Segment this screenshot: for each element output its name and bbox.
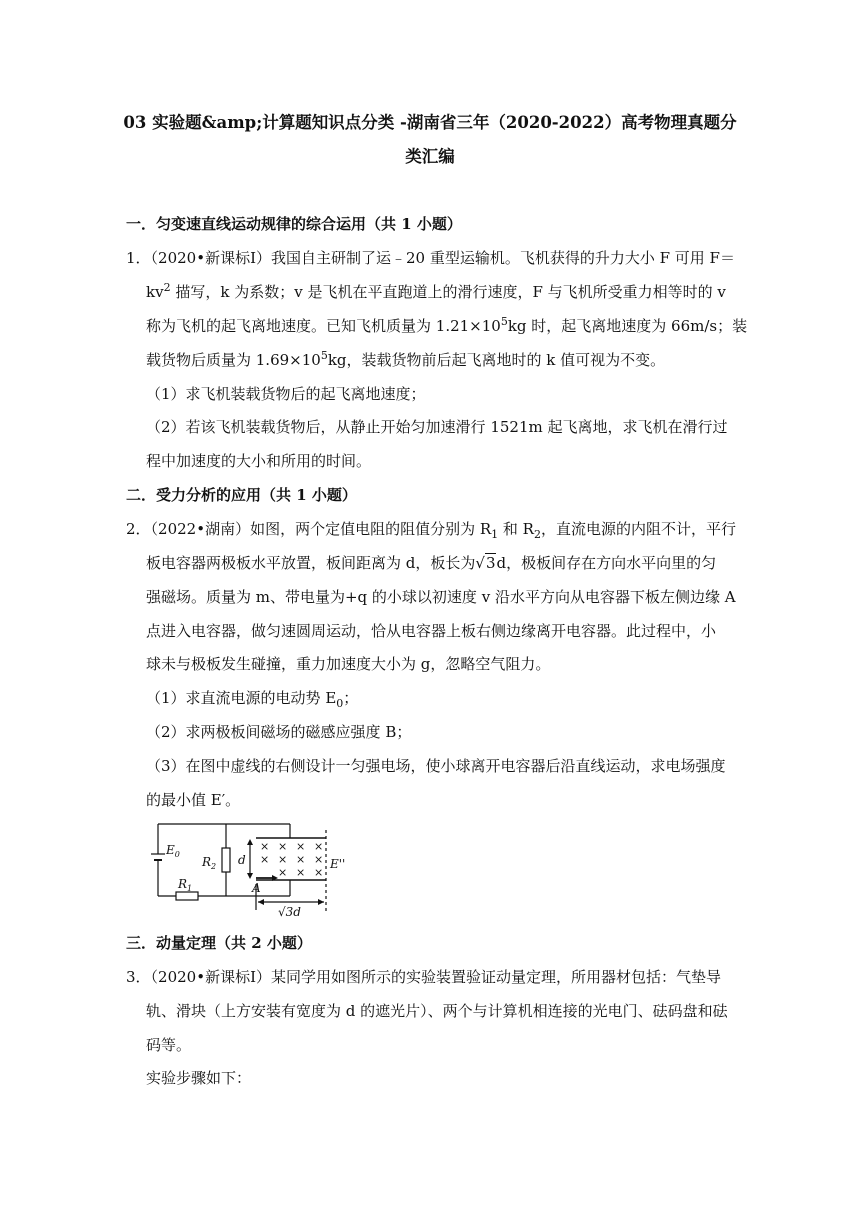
- q3-line1: 3．（2020•新课标Ⅰ）某同学用如图所示的实验装置验证动量定理，所用器材包括：气垫导: [126, 968, 721, 986]
- svg-text:×: ×: [314, 840, 324, 853]
- svg-text:×: ×: [260, 853, 270, 866]
- q3-line3: 码等。: [146, 1036, 192, 1054]
- q1-line1: 1．（2020•新课标Ⅰ）我国自主研制了运﹣20 重型运输机。飞机获得的升力大小 F 可用 F＝: [126, 249, 735, 267]
- label-d: d: [238, 853, 246, 867]
- q2-part1: （1）求直流电源的电动势 $E_0$；: [146, 689, 359, 710]
- q1-part2-line2: 程中加速度的大小和所用的时间。: [146, 452, 372, 470]
- q1-part2-line1: （2）若该飞机装载货物后，从静止开始匀加速滑行 1521m 起飞离地，求飞机在滑行过: [146, 418, 728, 436]
- q1-line2: $kv^2$ 描写，k 为系数；v 是飞机在平直跑道上的滑行速度，F 与飞机所受重力相等时的 v: [146, 281, 726, 301]
- svg-text:×: ×: [278, 840, 288, 853]
- q2-part3-line2: 的最小值 E′。: [146, 791, 241, 809]
- label-length: √3d: [278, 905, 301, 919]
- svg-text:×: ×: [314, 866, 324, 879]
- svg-text:×: ×: [296, 866, 306, 879]
- q2-line1: 2．（2022•湖南）如图，两个定值电阻的阻值分别为 $R_1$ 和 $R_2$，直流电源的内阻不计，平行: [126, 520, 736, 541]
- doc-title-line2: 类汇编: [405, 147, 455, 166]
- q2-line5: 球未与极板发生碰撞，重力加速度大小为 g，忽略空气阻力。: [146, 655, 551, 673]
- svg-text:×: ×: [278, 853, 288, 866]
- section1-heading: 一．匀变速直线运动规律的综合运用（共 1 小题）: [126, 215, 462, 233]
- label-E-prime: E'': [330, 857, 346, 871]
- q2-line3: 强磁场。质量为 m、带电量为+q 的小球以初速度 v 沿水平方向从电容器下板左侧边缘 A: [146, 588, 736, 606]
- q2-part2: （2）求两极板间磁场的磁感应强度 B；: [146, 723, 412, 741]
- svg-text:×: ×: [296, 840, 306, 853]
- circuit-figure: [150, 820, 360, 919]
- svg-text:×: ×: [314, 853, 324, 866]
- svg-text:×: ×: [278, 866, 288, 879]
- label-R2: $R_2$: [202, 855, 217, 871]
- q3-line2: 轨、滑块（上方安装有宽度为 d 的遮光片）、两个与计算机相连接的光电门、砝码盘和砝: [146, 1002, 728, 1020]
- section2-heading: 二．受力分析的应用（共 1 小题）: [126, 486, 357, 504]
- svg-text:×: ×: [296, 853, 306, 866]
- sqrt-symbol: √3: [475, 554, 496, 572]
- label-R1: $R_1$: [178, 877, 193, 893]
- q2-line2: 板电容器两极板水平放置，板间距离为 d，板长为√3d，极板间存在方向水平向里的匀: [146, 554, 717, 572]
- q2-part3-line1: （3）在图中虚线的右侧设计一匀强电场，使小球离开电容器后沿直线运动，求电场强度: [146, 757, 726, 775]
- svg-text:×: ×: [260, 840, 270, 853]
- q1-line3: 称为飞机的起飞离地速度。已知飞机质量为 $1.21\times 10^5kg$ 时，起飞离地速度为 66m/s；装: [146, 315, 748, 335]
- q3-line4: 实验步骤如下：: [146, 1069, 252, 1087]
- label-E0: $E_0$: [166, 843, 180, 859]
- doc-title-line1: 03 实验题&amp;计算题知识点分类 -湖南省三年（2020-2022）高考物理真题分: [123, 113, 737, 132]
- label-A: A: [252, 881, 261, 895]
- circuit-diagram: [150, 820, 360, 919]
- section3-heading: 三．动量定理（共 2 小题）: [126, 934, 312, 952]
- q1-line4: 载货物后质量为 $1.69\times 10^5kg$，装载货物前后起飞离地时的 k 值可视为不变。: [146, 349, 666, 369]
- q2-line4: 点进入电容器，做匀速圆周运动，恰从电容器上板右侧边缘离开电容器。此过程中，小: [146, 622, 717, 640]
- q1-part1: （1）求飞机装载货物后的起飞离地速度；: [146, 385, 426, 403]
